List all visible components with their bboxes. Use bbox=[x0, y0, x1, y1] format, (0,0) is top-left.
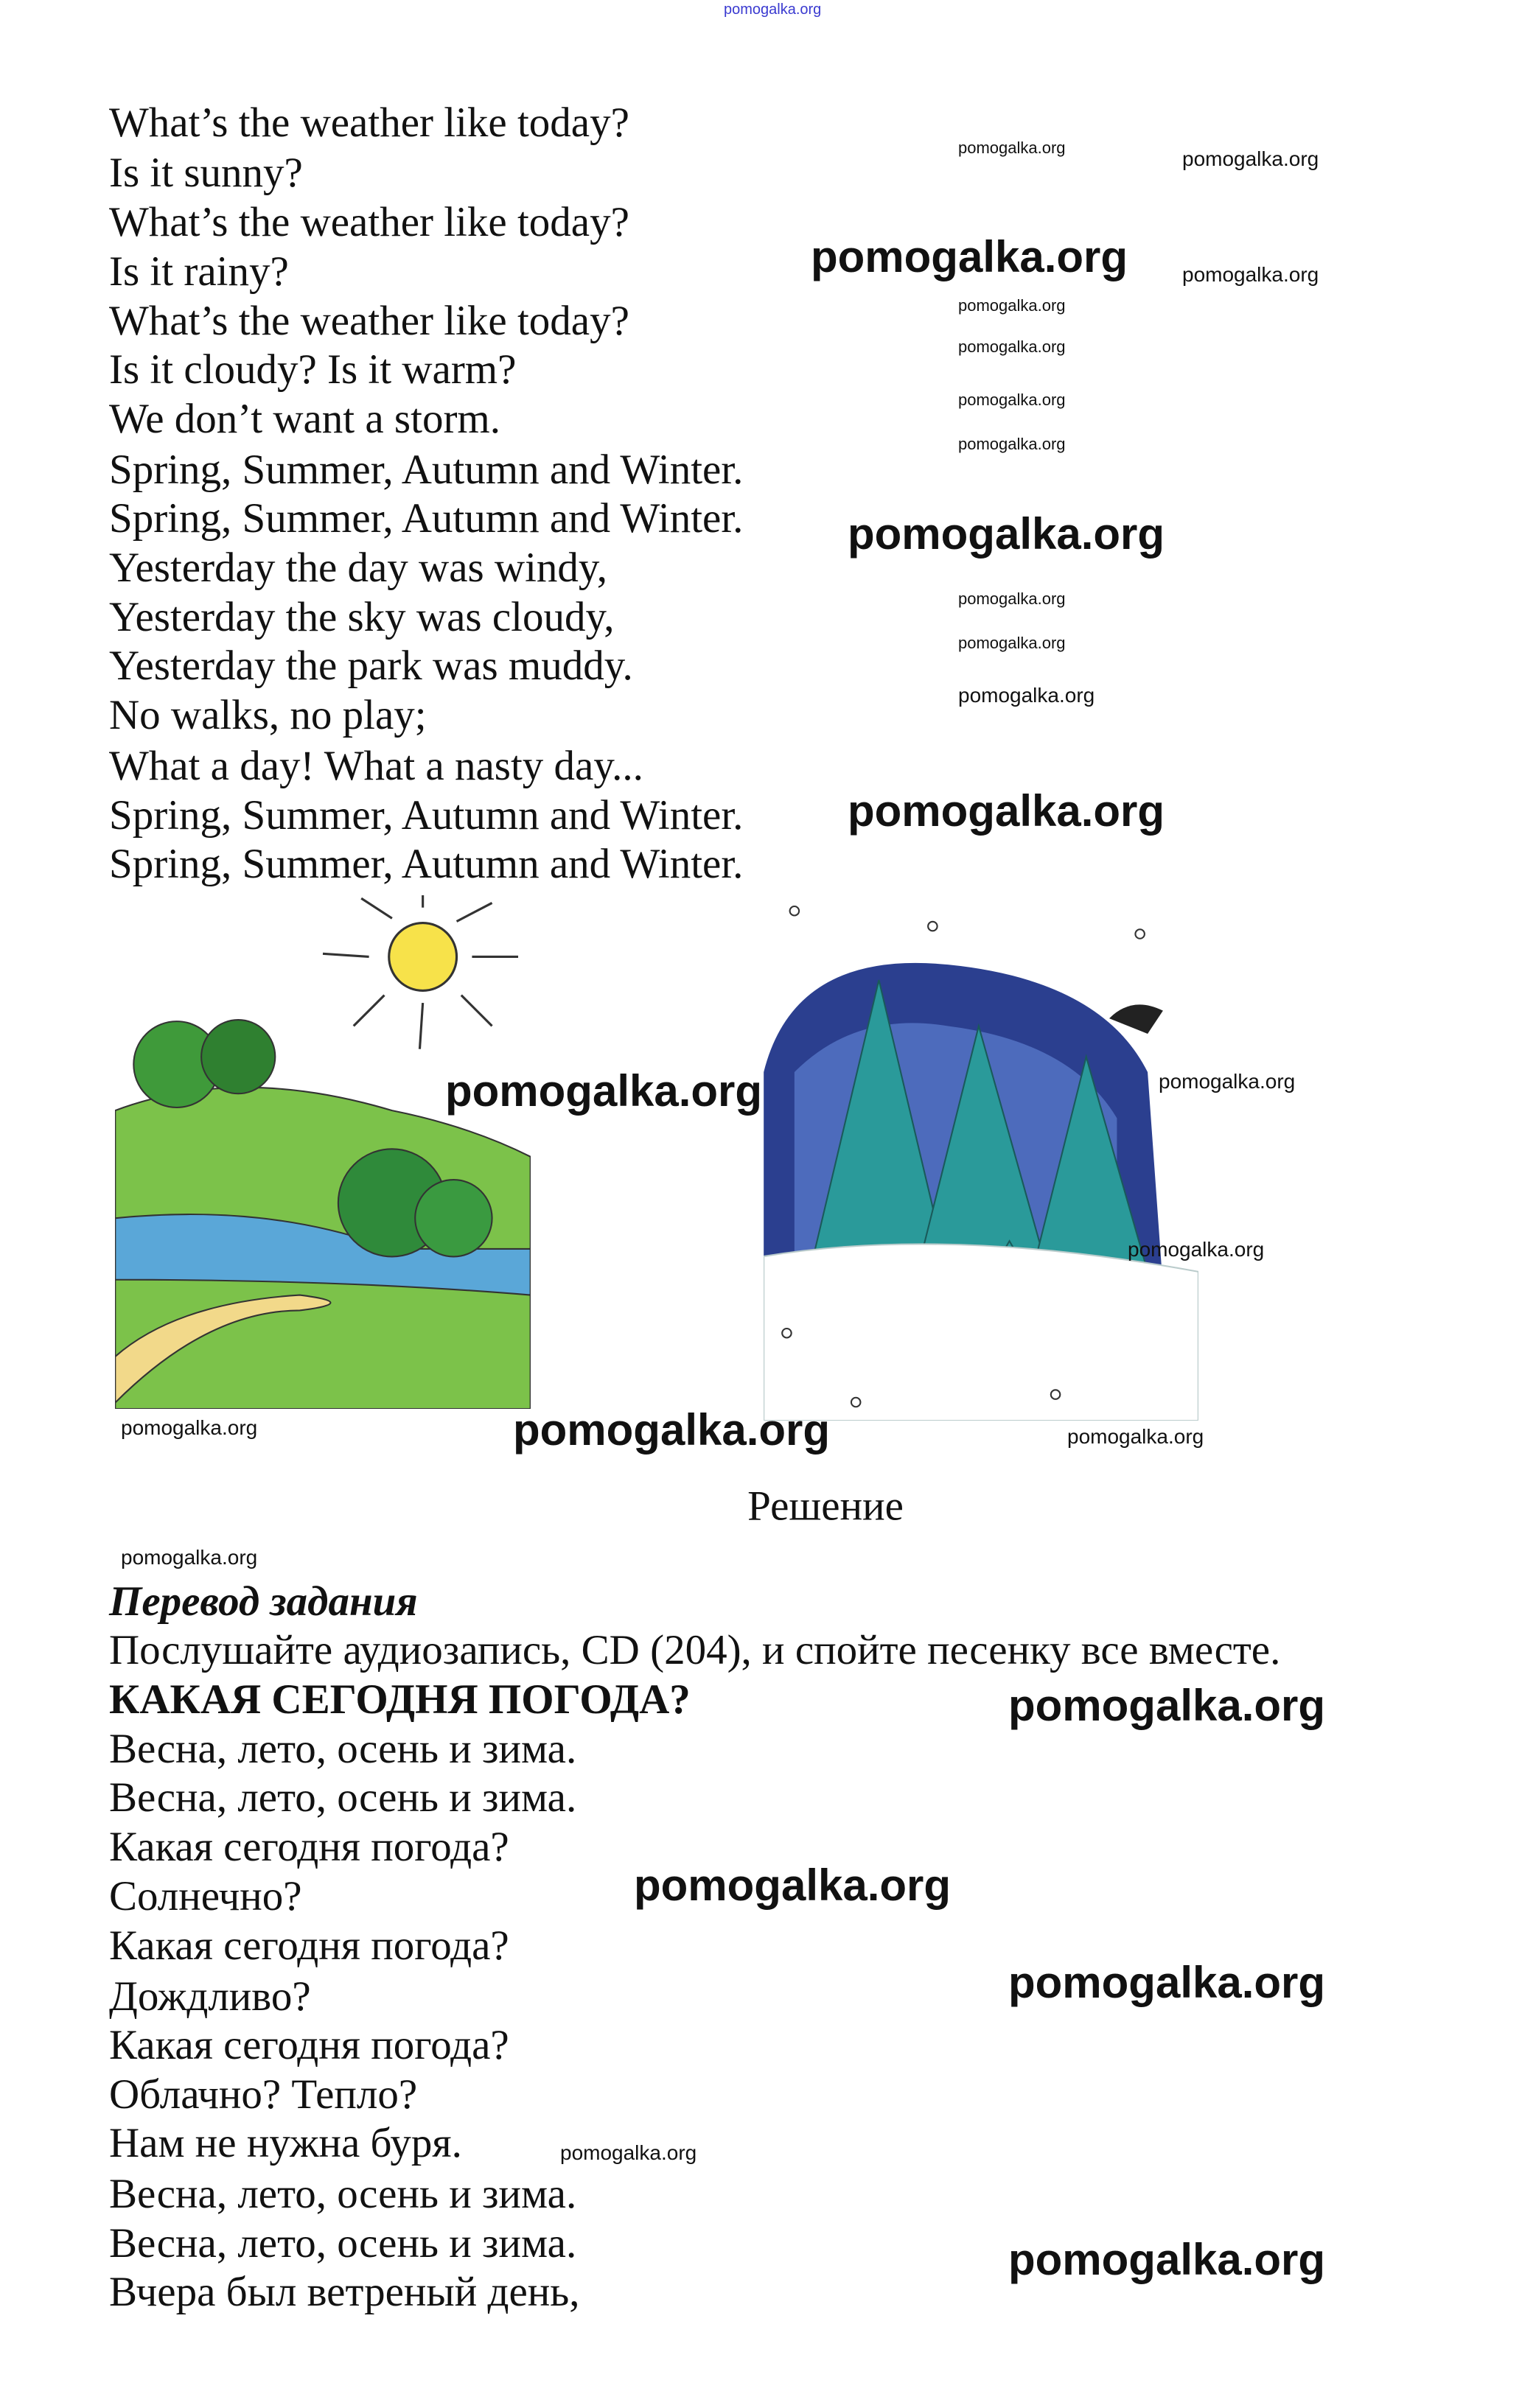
song-line: We don’t want a storm. bbox=[109, 396, 501, 442]
song-line: What’s the weather like today? bbox=[109, 298, 629, 344]
translation-instruction: Послушайте аудиозапись, CD (204), и спойте песенку все вместе. bbox=[109, 1627, 1281, 1673]
translation-line: Облачно? Тепло? bbox=[109, 2071, 418, 2118]
song-line: Spring, Summer, Autumn and Winter. bbox=[109, 495, 744, 542]
watermark: pomogalka.org bbox=[958, 589, 1066, 608]
translation-line: Солнечно? bbox=[109, 1873, 302, 1919]
song-line: No walks, no play; bbox=[109, 692, 427, 738]
watermark: pomogalka.org bbox=[560, 2141, 697, 2164]
song-line: What a day! What a nasty day... bbox=[109, 743, 643, 789]
watermark: pomogalka.org bbox=[1128, 1238, 1265, 1261]
song-line: Is it sunny? bbox=[109, 150, 303, 196]
solution-label: Решение bbox=[747, 1483, 904, 1530]
watermark: pomogalka.org bbox=[1159, 1070, 1296, 1093]
song-line: Yesterday the day was windy, bbox=[109, 545, 607, 591]
watermark: pomogalka.org bbox=[958, 296, 1066, 315]
song-line: Is it cloudy? Is it warm? bbox=[109, 346, 517, 393]
song-line: Is it rainy? bbox=[109, 248, 289, 295]
translation-line: Весна, лето, осень и зима. bbox=[109, 1726, 577, 1772]
translation-line: Нам не нужна буря. bbox=[109, 2120, 462, 2166]
watermark: pomogalka.org bbox=[1008, 1681, 1326, 1730]
watermark: pomogalka.org bbox=[958, 684, 1095, 707]
translation-line: Дождливо? bbox=[109, 1973, 311, 2020]
watermark: pomogalka.org bbox=[1008, 1958, 1326, 2007]
song-line: Spring, Summer, Autumn and Winter. bbox=[109, 447, 744, 493]
song-line: What’s the weather like today? bbox=[109, 199, 629, 245]
translation-line: Какая сегодня погода? bbox=[109, 2022, 509, 2068]
watermark: pomogalka.org bbox=[513, 1405, 831, 1455]
translation-line: Вчера был ветреный день, bbox=[109, 2269, 580, 2315]
song-line: Yesterday the sky was cloudy, bbox=[109, 594, 615, 640]
header-watermark: pomogalka.org bbox=[724, 1, 822, 18]
translation-heading: Перевод задания bbox=[109, 1578, 418, 1625]
translation-line: Какая сегодня погода? bbox=[109, 1824, 509, 1870]
watermark: pomogalka.org bbox=[848, 786, 1165, 836]
winter-landscape-illustration bbox=[764, 888, 1198, 1421]
watermark: pomogalka.org bbox=[445, 1066, 763, 1116]
translation-line: Весна, лето, осень и зима. bbox=[109, 2171, 577, 2217]
song-line: Yesterday the park was muddy. bbox=[109, 643, 633, 689]
song-line: Spring, Summer, Autumn and Winter. bbox=[109, 841, 744, 887]
watermark: pomogalka.org bbox=[1182, 263, 1319, 286]
translation-title: КАКАЯ СЕГОДНЯ ПОГОДА? bbox=[109, 1676, 691, 1723]
translation-line: Весна, лето, осень и зима. bbox=[109, 2220, 577, 2267]
translation-line: Весна, лето, осень и зима. bbox=[109, 1774, 577, 1821]
watermark: pomogalka.org bbox=[958, 391, 1066, 409]
summer-landscape-illustration bbox=[115, 895, 531, 1409]
watermark: pomogalka.org bbox=[958, 634, 1066, 652]
watermark: pomogalka.org bbox=[1008, 2235, 1326, 2284]
watermark: pomogalka.org bbox=[1182, 147, 1319, 170]
watermark: pomogalka.org bbox=[121, 1546, 258, 1569]
watermark: pomogalka.org bbox=[1067, 1425, 1204, 1448]
translation-line: Какая сегодня погода? bbox=[109, 1922, 509, 1969]
watermark: pomogalka.org bbox=[848, 509, 1165, 559]
song-line: What’s the weather like today? bbox=[109, 99, 629, 146]
watermark: pomogalka.org bbox=[811, 232, 1128, 281]
watermark: pomogalka.org bbox=[958, 435, 1066, 453]
song-line: Spring, Summer, Autumn and Winter. bbox=[109, 792, 744, 839]
watermark: pomogalka.org bbox=[958, 139, 1066, 157]
watermark: pomogalka.org bbox=[634, 1861, 952, 1910]
watermark: pomogalka.org bbox=[958, 337, 1066, 356]
watermark: pomogalka.org bbox=[121, 1416, 258, 1439]
